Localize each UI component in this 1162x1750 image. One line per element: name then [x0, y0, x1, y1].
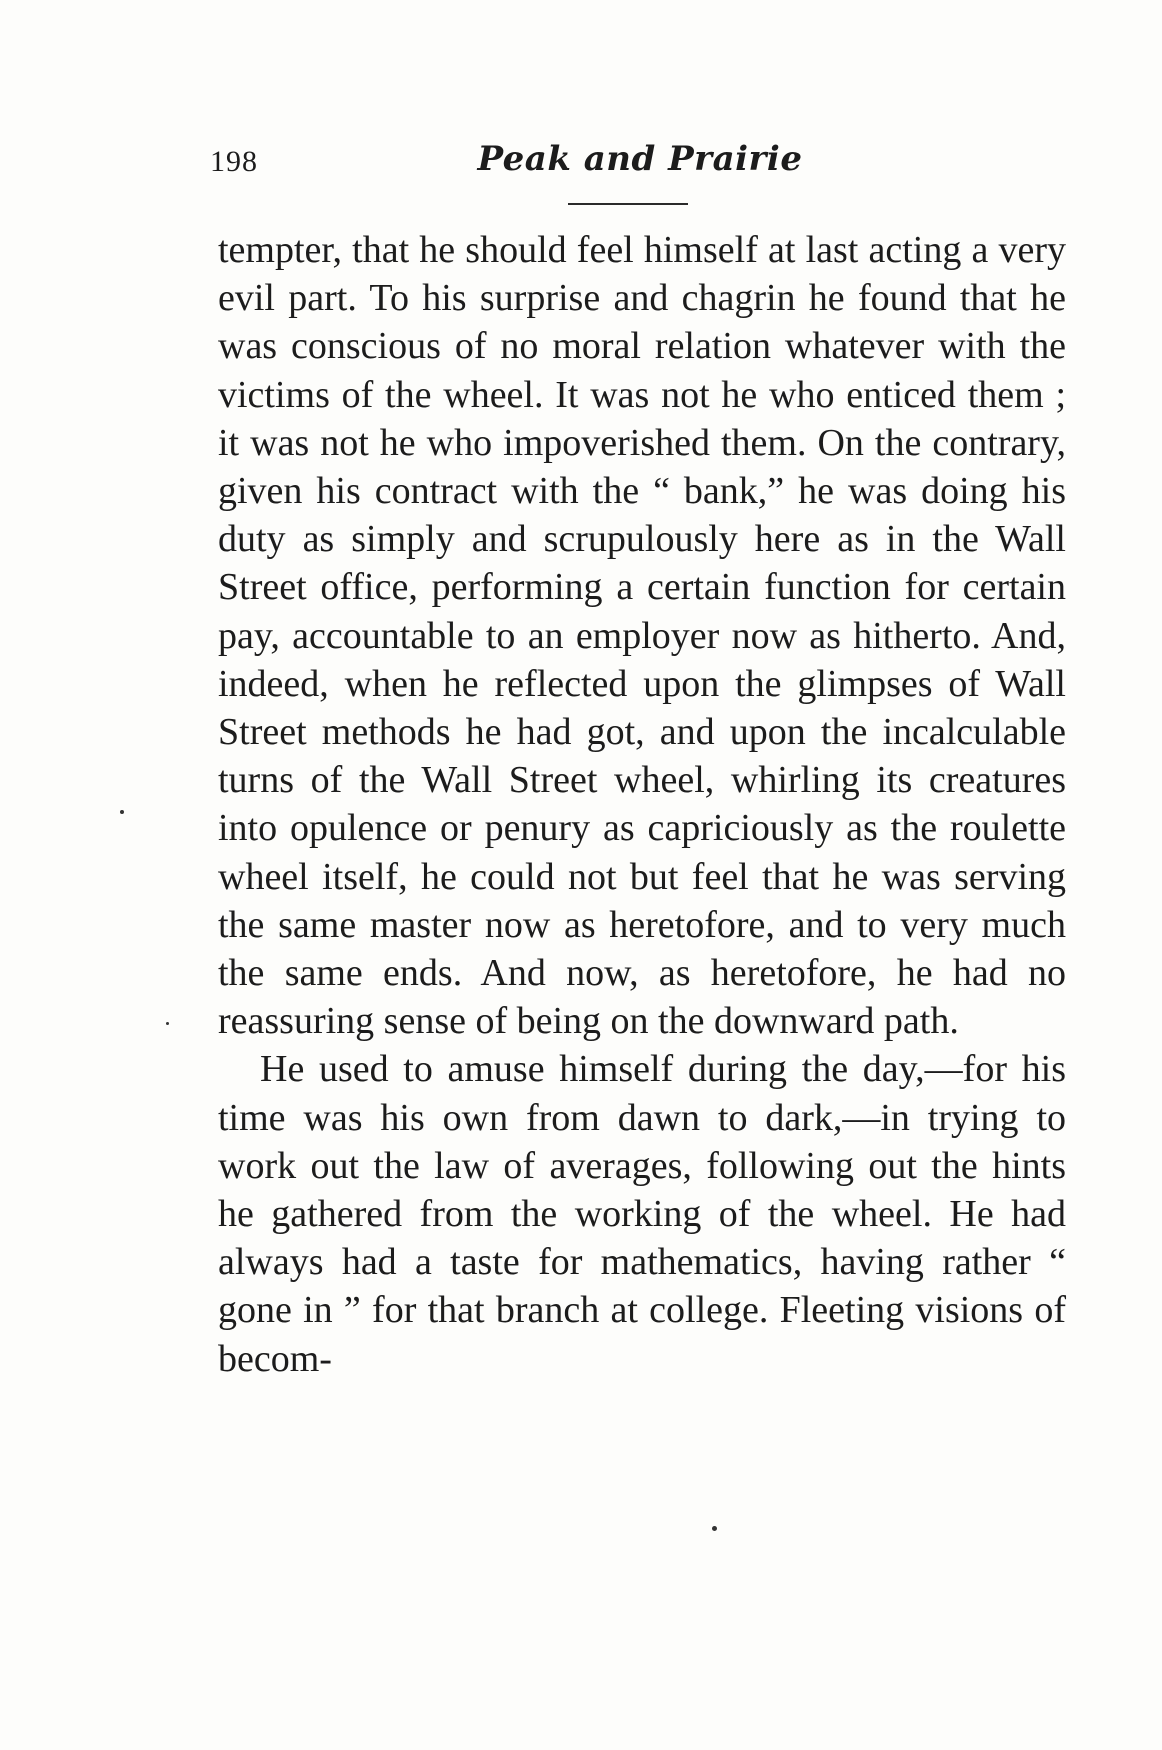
- ink-speck: [120, 810, 124, 814]
- header-rule: [568, 203, 688, 205]
- ink-speck: [712, 1526, 717, 1531]
- ink-speck: [166, 1022, 169, 1025]
- page-header: [210, 135, 1070, 195]
- paragraph-1: tempter, that he should feel himself at last acting a very evil part. To his surprise and chagrin he found that he was conscious of no moral relation whatever with the victims of the wheel. It was not he who enticed them ; it was not he who impoverished them. On the contrary, given his contract with the “ bank,” he was doing his duty as simply and scrupulously here as in the Wall Street office, performing a certain function for certain pay, accountable to an employer now as hitherto. And, indeed, when he reflected upon the glimpses of Wall Street methods he had got, and upon the incalculable turns of the Wall Street wheel, whirling its creatures into opulence or penury as capriciously as the roulette wheel itself, he could not but feel that he was serving the same master now as heretofore, and to very much the same ends. And now, as heretofore, he had no reassuring sense of being on the downward path.: [218, 229, 1066, 1043]
- body-text: [218, 226, 1066, 1383]
- paragraph-2: He used to amuse himself during the day,—for his time was his own from dawn to dark,—in trying to work out the law of averages, following out the hints he gathered from the working of the wheel. He had always had a taste for mathematics, having rather “ gone in ” for that branch at college. Fleeting visions of becom-: [218, 1048, 1066, 1380]
- page-number: 198: [210, 145, 258, 178]
- running-title: Peak and Prairie: [477, 139, 803, 179]
